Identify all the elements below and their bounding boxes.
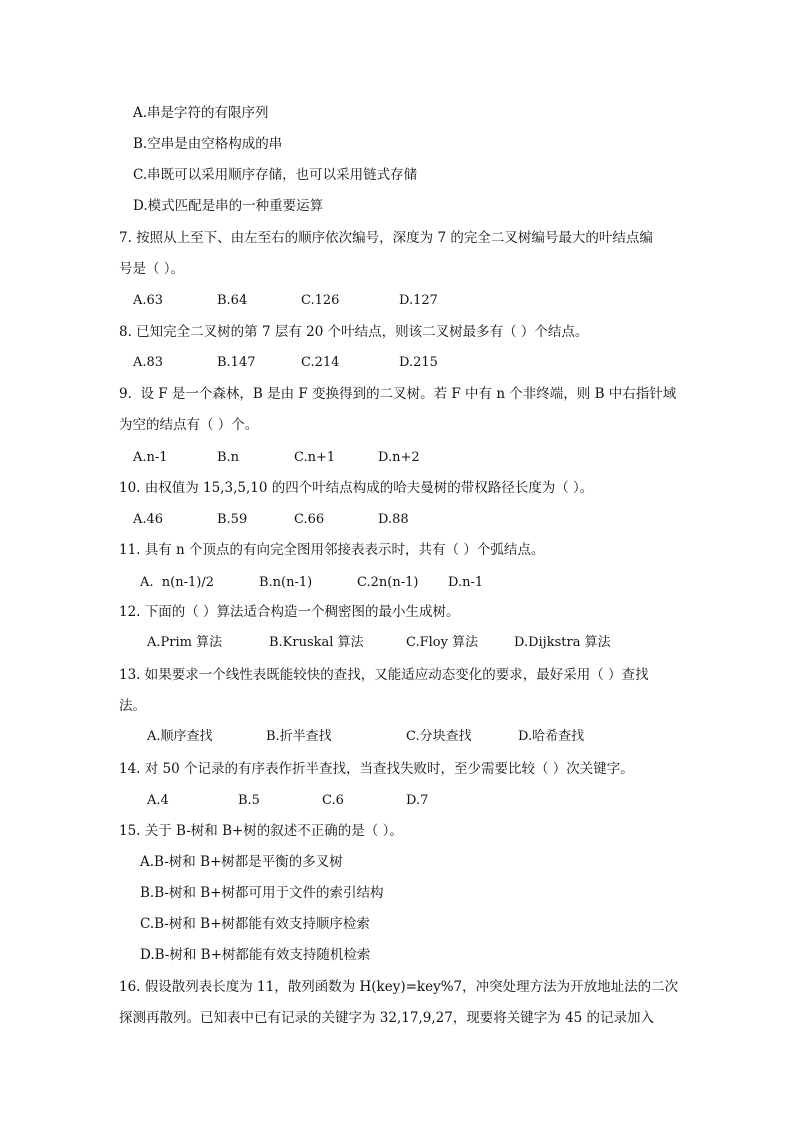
q6-option-c: C.串既可以采用顺序存储，也可以采用链式存储	[133, 167, 418, 183]
q14-option-c: C.6	[322, 793, 344, 808]
q11-option-d: D.n-1	[448, 575, 484, 590]
q10-option-d: D.88	[378, 512, 409, 527]
q8-option-a: A.83	[133, 355, 164, 370]
q12-option-c: C.Floy 算法	[406, 635, 479, 650]
q9-option-a: A.n-1	[133, 450, 168, 465]
q13-stem-line2: 法。	[119, 698, 146, 714]
q12-option-a: A.Prim 算法	[147, 635, 223, 650]
q7-stem-line1: 7. 按照从上至下、由左至右的顺序依次编号，深度为 7 的完全二叉树编号最大的叶结点编	[119, 230, 653, 246]
q10-option-a: A.46	[133, 512, 164, 527]
q9-option-c: C.n+1	[294, 450, 336, 465]
q15-option-d: D.B-树和 B+树都能有效支持随机检索	[140, 947, 371, 963]
q9-stem-line2: 为空的结点有（ ）个。	[119, 417, 259, 433]
q9-stem-line1: 9. 设 F 是一个森林，B 是由 F 变换得到的二叉树。若 F 中有 n 个非终端，则 B 中右指针域	[119, 386, 677, 402]
q6-option-b: B.空串是由空格构成的串	[133, 136, 283, 152]
q14-option-d: D.7	[406, 793, 429, 808]
q7-option-d: D.127	[399, 293, 438, 308]
q11-option-c: C.2n(n-1)	[357, 575, 419, 590]
q12-option-d: D.Dijkstra 算法	[514, 635, 611, 650]
q14-option-b: B.5	[238, 793, 260, 808]
q16-stem-line1: 16. 假设散列表长度为 11，散列函数为 H(key)=key%7，冲突处理方法为开放地址法的二次	[119, 979, 679, 995]
q8-option-b: B.147	[217, 355, 256, 370]
q10-option-b: B.59	[217, 512, 248, 527]
q6-option-a: A.串是字符的有限序列	[133, 105, 269, 121]
q8-option-c: C.214	[301, 355, 340, 370]
q13-stem-line1: 13. 如果要求一个线性表既能较快的查找，又能适应动态变化的要求，最好采用（ ）查找	[119, 667, 649, 683]
q13-option-d: D.哈希查找	[518, 729, 585, 744]
q15-option-c: C.B-树和 B+树都能有效支持顺序检索	[140, 916, 370, 932]
q13-option-c: C.分块查找	[406, 729, 472, 744]
q12-option-b: B.Kruskal 算法	[269, 635, 364, 650]
q15-stem-line1: 15. 关于 B-树和 B+树的叙述不正确的是（ ）。	[119, 823, 403, 839]
q10-option-c: C.66	[294, 512, 325, 527]
q7-option-b: B.64	[217, 293, 248, 308]
q11-stem-line1: 11. 具有 n 个顶点的有向完全图用邻接表表示时，共有（ ）个弧结点。	[119, 542, 545, 558]
q14-option-a: A.4	[147, 793, 169, 808]
q8-option-d: D.215	[399, 355, 438, 370]
q7-option-c: C.126	[301, 293, 340, 308]
q7-option-a: A.63	[133, 293, 164, 308]
q12-stem-line1: 12. 下面的（ ）算法适合构造一个稠密图的最小生成树。	[119, 604, 460, 620]
q13-option-b: B.折半查找	[266, 729, 332, 744]
q14-stem-line1: 14. 对 50 个记录的有序表作折半查找，当查找失败时，至少需要比较（ ）次关键字。	[119, 761, 634, 777]
q15-option-a: A.B-树和 B+树都是平衡的多叉树	[140, 854, 343, 870]
q6-option-d: D.模式匹配是串的一种重要运算	[133, 198, 324, 214]
q15-option-b: B.B-树和 B+树都可用于文件的索引结构	[140, 885, 384, 901]
q8-stem-line1: 8. 已知完全二叉树的第 7 层有 20 个叶结点，则该二叉树最多有（ ）个结点。	[119, 324, 589, 340]
q9-option-b: B.n	[217, 450, 240, 465]
q11-option-a: A. n(n-1)/2	[140, 575, 214, 590]
q11-option-b: B.n(n-1)	[259, 575, 313, 590]
q10-stem-line1: 10. 由权值为 15,3,5,10 的四个叶结点构成的哈夫曼树的带权路径长度为（ ）。	[119, 480, 594, 496]
q16-stem-line2: 探测再散列。已知表中已有记录的关键字为 32,17,9,27，现要将关键字为 45 的记录加入	[119, 1010, 655, 1026]
q9-option-d: D.n+2	[378, 450, 420, 465]
q13-option-a: A.顺序查找	[147, 729, 213, 744]
q7-stem-line2: 号是（ ）。	[119, 261, 185, 277]
